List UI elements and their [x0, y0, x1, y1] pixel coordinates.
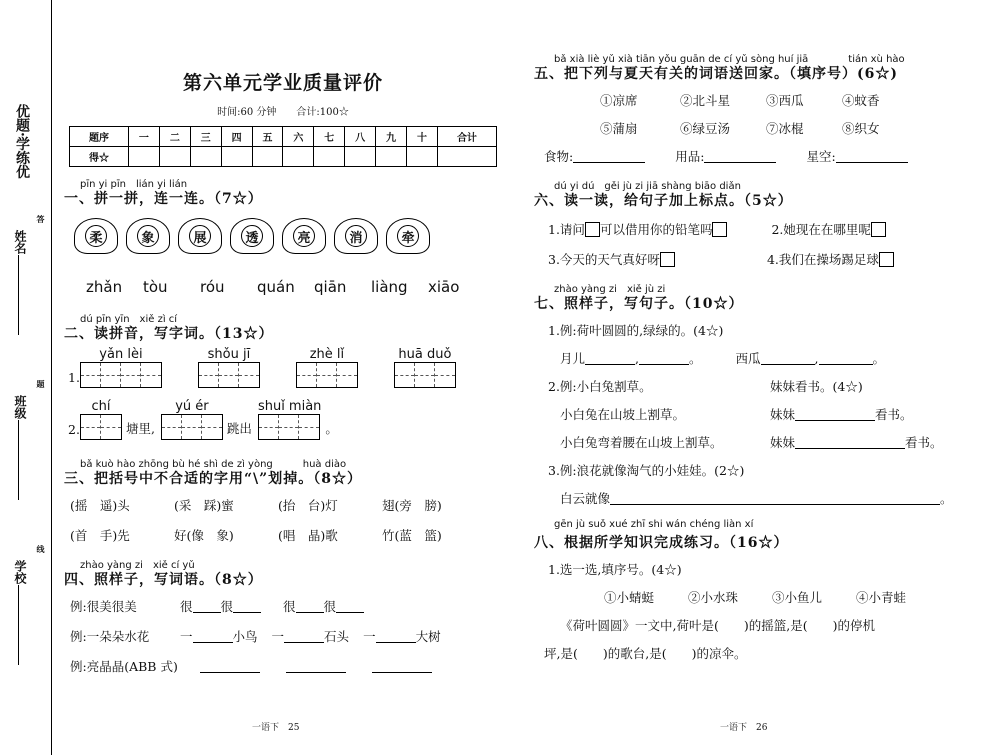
q7-example-2: 2.例:小白兔割草。 妹妹看书。(4☆): [548, 379, 863, 394]
answer-blank[interactable]: [372, 659, 432, 673]
q6-line1: 1.请问 可以借用你的铅笔吗 2.她现在在哪里呢: [534, 220, 984, 238]
writing-grid[interactable]: [296, 362, 358, 388]
question-3: bǎ kuò hào zhōng bù hé shì de zì yòng huà diào 三、把括号中不合适的字用“\”划掉。（8☆） (摇 遥)头 (采 踩)蜜 (抬 台)灯 翅(旁 膀) (首 手)先 好(像 象) (唱 晶)歌 竹(蓝 篮): [64, 455, 502, 544]
answer-blank[interactable]: [286, 659, 346, 673]
question-5-heading: 五、把下列与夏天有关的词语送回家。（填序号）(6☆): [534, 66, 898, 82]
q7-fill-2b: 小白兔弯着腰在山坡上割草。 妹妹 看书。: [560, 435, 943, 450]
school-field-label: 学校: [13, 560, 27, 584]
score-cell[interactable]: [252, 147, 283, 167]
question-6: dú yi dú gěi jù zi jiā shàng biāo diǎn 六、读一读，给句子加上标点。（5☆） 1.请问 可以借用你的铅笔吗 2.她现在在哪里呢 3.今天的天气真好呀 4.我们在操场踢足球: [534, 177, 984, 268]
class-field-label: 班级: [13, 395, 27, 419]
answer-blank[interactable]: [284, 629, 324, 643]
margin-marker: 线: [36, 545, 46, 553]
answer-blank[interactable]: [819, 351, 873, 365]
answer-blank[interactable]: [610, 491, 940, 505]
q4-line2: 例:一朵朵水花 一 小鸟 一 石头 一 大树: [70, 629, 441, 644]
punctuation-box[interactable]: [871, 222, 886, 237]
q4-line3: 例:亮晶晶(ABB 式): [64, 657, 502, 675]
snail-char[interactable]: 透: [230, 218, 274, 254]
question-8: gēn jù suǒ xué zhī shi wán chéng liàn xí 八、根据所学知识完成练习。（16☆） 1.选一选,填序号。(4☆) ①小蜻蜓 ②小水珠 ③小鱼儿 ④小青蛙 《荷叶圆圆》一文中,荷叶是( )的摇篮,是( )的停机 坪,是( )的歌台,是( )的凉伞。: [534, 519, 984, 662]
snail-char[interactable]: 展: [178, 218, 222, 254]
q5-categories: 食物: 用品: 星空:: [534, 147, 984, 165]
q7-fill-2a: 小白兔在山坡上割草。 妹妹 看书。: [560, 407, 913, 422]
choice-pair[interactable]: (摇 遥)头: [70, 498, 130, 513]
pinyin-word[interactable]: zhǎn: [86, 278, 123, 296]
choice-pair[interactable]: 竹(蓝 篮): [382, 528, 442, 543]
snail-char[interactable]: 亮: [282, 218, 326, 254]
q4-line1: 例:很美很美 很 很 很 很: [64, 597, 502, 615]
choice-pair[interactable]: (采 踩)蜜: [174, 498, 234, 513]
q2-line1: 1. yǎn lèi shǒu jī zhè lǐ huā duǒ: [64, 347, 502, 391]
q8-text-2[interactable]: 坪,是( )的歌台,是( )的凉伞。: [544, 646, 747, 661]
q3-row1: [64, 496, 502, 514]
answer-blank[interactable]: [585, 351, 635, 365]
writing-grid[interactable]: [258, 414, 320, 440]
answer-blank[interactable]: [193, 629, 233, 643]
answer-blank[interactable]: [761, 351, 815, 365]
score-cell[interactable]: [283, 147, 314, 167]
q2-line2: 2. chí 塘里, yú ér 跳出 shuǐ miàn 。: [64, 399, 502, 443]
score-cell[interactable]: [128, 147, 159, 167]
question-1: pīn yi pīn lián yi lián 一、拼一拼，连一连。（7☆） 柔 象 展 透 亮 消 牵 zhǎn tòu róu quán qiān liàng xiāo: [64, 175, 502, 296]
q3-row2: [64, 526, 502, 544]
answer-blank[interactable]: [193, 599, 221, 613]
q7-fill-1: 月儿 , 。 西瓜 , 。: [560, 350, 886, 366]
page-number: 一语下 25: [252, 723, 300, 733]
question-4-heading: 四、照样子，写词语。（8☆）: [64, 572, 263, 588]
snail-char[interactable]: 柔: [74, 218, 118, 254]
q5-items-2: ⑤蒲扇 ⑥绿豆汤 ⑦冰棍 ⑧织女: [600, 121, 880, 136]
score-cell[interactable]: [221, 147, 252, 167]
score-cell[interactable]: [159, 147, 190, 167]
writing-grid[interactable]: [198, 362, 260, 388]
punctuation-box[interactable]: [585, 222, 600, 237]
answer-blank[interactable]: [376, 629, 416, 643]
answer-blank[interactable]: [336, 599, 364, 613]
choice-pair[interactable]: 翅(旁 膀): [382, 498, 442, 513]
score-cell[interactable]: [314, 147, 345, 167]
brand-logo: 优题·学练优: [14, 104, 30, 179]
answer-blank[interactable]: [795, 435, 905, 449]
question-3-heading: 三、把括号中不合适的字用“\”划掉。（8☆）: [64, 471, 362, 487]
answer-blank[interactable]: [836, 149, 908, 163]
answer-blank[interactable]: [639, 351, 689, 365]
right-page: [520, 0, 990, 755]
snail-char[interactable]: 象: [126, 218, 170, 254]
writing-grid[interactable]: [394, 362, 456, 388]
school-field-line[interactable]: [18, 585, 19, 665]
score-cell[interactable]: [345, 147, 376, 167]
margin-marker: 题: [36, 380, 46, 388]
q8-sub1: 1.选一选,填序号。(4☆): [548, 562, 682, 577]
q7-fill-3: 白云就像 。: [560, 491, 953, 506]
writing-grid[interactable]: [161, 414, 223, 440]
answer-blank[interactable]: [233, 599, 261, 613]
punctuation-box[interactable]: [660, 252, 675, 267]
question-7-heading: 七、照样子，写句子。（10☆）: [534, 296, 744, 312]
punctuation-box[interactable]: [712, 222, 727, 237]
answer-blank[interactable]: [573, 149, 645, 163]
snail-char[interactable]: 消: [334, 218, 378, 254]
question-6-heading: 六、读一读，给句子加上标点。（5☆）: [534, 193, 793, 209]
binding-margin: [0, 0, 52, 755]
answer-blank[interactable]: [704, 149, 776, 163]
score-cell[interactable]: [190, 147, 221, 167]
choice-pair[interactable]: (唱 晶)歌: [278, 528, 338, 543]
question-2-heading: 二、读拼音，写字词。（13☆）: [64, 326, 274, 342]
pinyin-word[interactable]: róu: [200, 278, 225, 296]
pinyin-word[interactable]: xiāo: [428, 278, 460, 296]
choice-pair[interactable]: 好(像 象): [174, 528, 234, 543]
answer-blank[interactable]: [200, 659, 260, 673]
answer-blank[interactable]: [296, 599, 324, 613]
punctuation-box[interactable]: [879, 252, 894, 267]
name-field-label: 姓名: [13, 230, 27, 254]
choice-pair[interactable]: (抬 台)灯: [278, 498, 338, 513]
pinyin-word[interactable]: qiān: [314, 278, 347, 296]
margin-marker: 答: [36, 215, 46, 223]
class-field-line[interactable]: [18, 420, 19, 500]
question-4: zhào yàng zi xiě cí yǔ 四、照样子，写词语。（8☆） 例:很美很美 很 很 很 很 例:一朵朵水花 一 小鸟 一 石头 一 大树 例:亮晶晶(ABB 式): [64, 556, 502, 675]
pinyin-word[interactable]: quán: [257, 278, 295, 296]
question-5: bǎ xià liè yǔ xià tiān yǒu guān de cí yǔ sòng huí jiā tián xù hào 五、把下列与夏天有关的词语送回家。（填序号）(6☆) ①凉席 ②北斗星 ③西瓜 ④蚊香 ⑤蒲扇 ⑥绿豆汤 ⑦冰棍 ⑧织女 食物: 用品: 星空:: [534, 50, 984, 165]
page-number: 一语下 26: [720, 723, 768, 733]
writing-grid[interactable]: [80, 362, 162, 388]
snail-row: [64, 218, 502, 254]
choice-pair[interactable]: (首 手)先: [70, 528, 130, 543]
question-8-heading: 八、根据所学知识完成练习。（16☆）: [534, 535, 789, 551]
score-cell[interactable]: [376, 147, 407, 167]
question-7: zhào yàng zi xiě jù zi 七、照样子，写句子。（10☆） 1.例:荷叶圆圆的,绿绿的。(4☆) 月儿 , 。 西瓜 , 。 2.例:小白兔割草。 妹妹看书。(4☆) 小白兔在山坡上割草。 妹妹 看书。 小白兔弯着腰在山坡上割草。 妹妹 看书。 3.例:浪花就像淘气的小娃娃。(2☆) 白云就像 。: [534, 280, 984, 507]
q7-example-3: 3.例:浪花就像淘气的小娃娃。(2☆): [548, 463, 745, 478]
name-field-line[interactable]: [18, 255, 19, 335]
score-table: [69, 126, 497, 167]
writing-grid[interactable]: [80, 414, 122, 440]
q5-items-1: ①凉席 ②北斗星 ③西瓜 ④蚊香: [600, 93, 880, 108]
pinyin-word[interactable]: liàng: [371, 278, 408, 296]
q6-line2: 3.今天的天气真好呀 4.我们在操场踢足球: [534, 250, 984, 268]
question-2: dú pīn yīn xiě zì cí 二、读拼音，写字词。（13☆） 1. yǎn lèi shǒu jī zhè lǐ huā duǒ 2. chí 塘里, yú ér 跳出 shuǐ miàn 。: [64, 310, 502, 443]
pinyin-word-row: [64, 278, 502, 296]
q8-text-1[interactable]: 《荷叶圆圆》一文中,荷叶是( )的摇篮,是( )的停机: [560, 618, 875, 633]
page-title: 第六单元学业质量评价: [182, 72, 383, 94]
score-table-row: 得☆: [70, 147, 497, 167]
answer-blank[interactable]: [795, 407, 875, 421]
left-page: [52, 0, 512, 755]
snail-char[interactable]: 牵: [386, 218, 430, 254]
score-cell[interactable]: [437, 147, 496, 167]
question-1-heading: 一、拼一拼，连一连。（7☆）: [64, 191, 263, 207]
score-table-header: 题序 一 二 三 四 五 六 七 八 九 十 合计: [70, 127, 497, 147]
score-cell[interactable]: [407, 147, 438, 167]
exam-info: 时间:60 分钟 合计:100☆: [217, 107, 349, 118]
q7-example-1: 1.例:荷叶圆圆的,绿绿的。(4☆): [548, 323, 724, 338]
pinyin-word[interactable]: tòu: [143, 278, 168, 296]
q8-options: ①小蜻蜓 ②小水珠 ③小鱼儿 ④小青蛙: [604, 590, 907, 605]
